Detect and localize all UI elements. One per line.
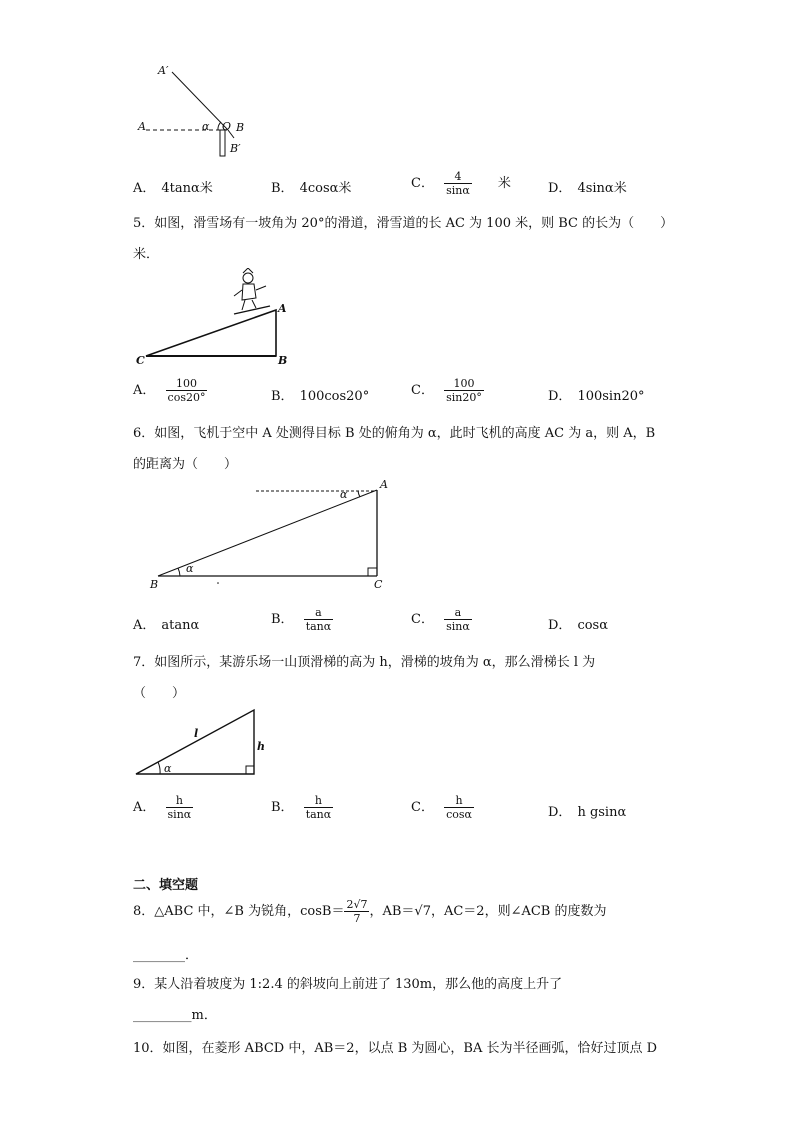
q4-label-o: O [222, 120, 232, 133]
q5-option-d: D． 100sin20° [548, 389, 645, 404]
q7-label-h: h [257, 740, 265, 753]
q8-cos-frac: $\frac{2√7}{7}$ [346, 898, 368, 925]
q6-stem-line2: 的距离为（ ） [133, 457, 238, 472]
q5-label-c: C [136, 354, 145, 367]
q6-label-alpha-top: α [340, 488, 348, 501]
q7-right-angle [246, 766, 254, 774]
q8-blank: ________． [133, 948, 199, 963]
q5-stem-line2: 米． [133, 247, 160, 262]
q7-stem-line1: 7．如图所示，某游乐场一山顶滑梯的高为 h，滑梯的坡角为 α，那么滑梯长 l 为 [133, 655, 596, 670]
q9-stem-line2: _________m． [133, 1008, 217, 1023]
q4-label-aprime: A′ [158, 64, 169, 77]
q4-option-a: A． 4tanα米 [133, 181, 213, 196]
q4-label-a: A [138, 120, 146, 133]
q7-angle-arc [158, 762, 160, 774]
q5-triangle [146, 310, 276, 356]
q6-dot [217, 582, 219, 584]
q6-option-d: D． cosα [548, 618, 608, 633]
q6-option-a: A． atanα [133, 618, 200, 633]
q7-option-a: A． $\frac{h}{\sin\alpha}$ [133, 794, 192, 821]
q6-option-c: C． $\frac{a}{\sin\alpha}$ [411, 606, 470, 633]
section-title-fill-in: 二、填空题 [133, 878, 199, 893]
q7-label-l: l [194, 727, 199, 740]
q4-line-aprime-o [172, 72, 228, 130]
q4-option-d: D． 4sinα米 [548, 181, 627, 196]
q5-stem-line1: 5．如图，滑雪场有一坡角为 20°的滑道，滑雪道的长 AC 为 100 米，则 BC 的长为（ ） [133, 216, 674, 231]
q4-label-alpha: α [202, 120, 210, 133]
q5-option-a: A． $\frac{100}{\cos 20^\circ}$ [133, 377, 206, 404]
q6-label-c: C [374, 578, 383, 591]
q5-option-c: C． $\frac{100}{\sin 20^\circ}$ [411, 377, 482, 404]
q5-option-a-frac: $\frac{100}{\cos 20^\circ}$ [167, 377, 206, 404]
q6-option-b-frac: $\frac{a}{\tan\alpha}$ [305, 606, 332, 633]
q5-figure [130, 268, 300, 373]
q7-label-alpha: α [164, 762, 172, 775]
q6-label-alpha-bottom: α [186, 562, 194, 575]
q6-right-angle [368, 568, 377, 576]
q6-figure [140, 475, 400, 595]
q5-option-b: B． 100cos20° [271, 389, 370, 404]
q9-stem-line1: 9．某人沿着坡度为 1:2.4 的斜坡向上前进了 130m，那么他的高度上升了 [133, 977, 563, 992]
q4-post [220, 130, 225, 156]
q4-figure [130, 60, 260, 160]
q4-label-b: B [236, 121, 245, 134]
q5-option-c-frac: $\frac{100}{\sin 20^\circ}$ [446, 377, 482, 404]
q6-option-c-frac: $\frac{a}{\sin\alpha}$ [446, 606, 470, 633]
q7-triangle [136, 710, 254, 774]
q6-angle-arc-bottom [178, 568, 180, 576]
q7-stem-line2: （ ） [133, 686, 186, 701]
q4-label-bprime: B′ [230, 142, 241, 155]
q8-stem: 8．△ABC 中，∠B 为锐角，cosB＝ $\frac{2√7}{7}$ ，AB＝√7，AC＝2，则∠ACB 的度数为 [133, 898, 607, 925]
q6-stem-line1: 6．如图，飞机于空中 A 处测得目标 B 处的俯角为 α，此时飞机的高度 AC 为 a，则 A，B [133, 426, 656, 441]
q4-option-c: C． $\frac{4}{\sin\alpha}$ 米 [411, 170, 511, 197]
q4-angle-arc [218, 122, 221, 130]
q7-figure [130, 704, 280, 784]
q4-option-c-frac: $\frac{4}{\sin\alpha}$ [446, 170, 470, 197]
q7-option-b-frac: $\frac{h}{\tan\alpha}$ [305, 794, 332, 821]
q7-option-c-frac: $\frac{h}{\cos\alpha}$ [446, 794, 472, 821]
q5-label-a: A [278, 302, 287, 315]
q10-stem-line1: 10．如图，在菱形 ABCD 中，AB＝2，以点 B 为圆心，BA 长为半径画弧，恰好过顶点 D [133, 1041, 658, 1056]
q7-option-b: B． $\frac{h}{\tan\alpha}$ [271, 794, 332, 821]
skier-icon [234, 268, 270, 314]
q6-angle-arc-top [358, 491, 360, 497]
q7-option-c: C． $\frac{h}{\cos\alpha}$ [411, 794, 472, 821]
q5-label-b: B [278, 354, 288, 367]
q7-option-a-frac: $\frac{h}{\sin\alpha}$ [167, 794, 192, 821]
q6-label-b: B [150, 578, 159, 591]
q4-option-b: B． 4cosα米 [271, 181, 352, 196]
q6-label-a: A [380, 478, 388, 491]
q6-option-b: B． $\frac{a}{\tan\alpha}$ [271, 606, 332, 633]
q7-option-d: D． h gsinα [548, 805, 627, 820]
